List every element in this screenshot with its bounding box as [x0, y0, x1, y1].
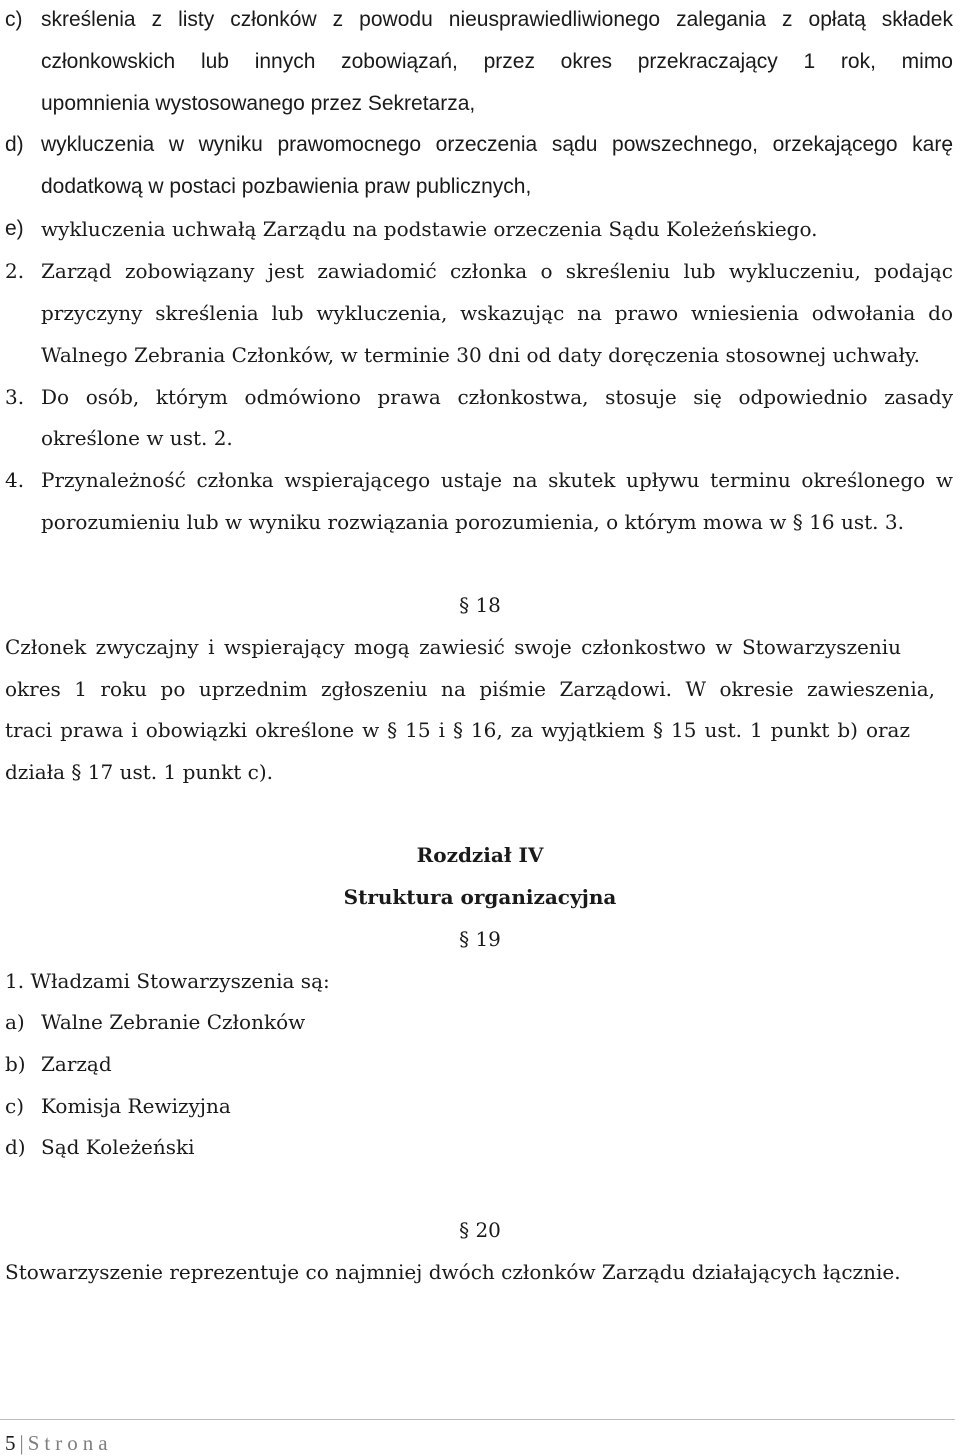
- page-number: 5: [5, 1431, 16, 1455]
- page-footer: [5, 1430, 113, 1456]
- point-marker-3: 3.: [5, 385, 25, 409]
- chapter-title: Rozdział IV: [416, 843, 544, 867]
- chapter-subtitle: Struktura organizacyjna: [343, 885, 617, 909]
- point-2-line-1: Zarząd zobowiązany jest zawiadomić członka o skreśleniu lub wykluczeniu, podając: [41, 259, 953, 283]
- list-item-d-line-2: dodatkową w postaci pozbawienia praw publicznych,: [41, 175, 532, 198]
- list-item-c-line-1: skreślenia z listy członków z powodu nieusprawiedliwionego zalegania z opłatą składek: [41, 8, 953, 31]
- footer-divider: [0, 1419, 955, 1420]
- point-2-line-3: Walnego Zebrania Członków, w terminie 30 dni od daty doręczenia stosownej uchwały.: [41, 343, 921, 367]
- authority-item-d: Sąd Koleżeński: [41, 1135, 195, 1159]
- list-marker-c: c): [5, 8, 23, 31]
- point-4-line-1: Przynależność członka wspierającego ustaje na skutek upływu terminu określonego w: [41, 468, 953, 492]
- list-item-c-line-2: członkowskich lub innych zobowiązań, przez okres przekraczający 1 rok, mimo: [41, 50, 953, 73]
- point-3-line-2: określone w ust. 2.: [41, 426, 233, 450]
- point-marker-2: 2.: [5, 259, 25, 283]
- authority-item-b: Zarząd: [41, 1052, 112, 1076]
- authority-item-c: Komisja Rewizyjna: [41, 1094, 231, 1118]
- section-18-heading: § 18: [459, 593, 501, 617]
- list-item-d-line-1: wykluczenia w wyniku prawomocnego orzeczenia sądu powszechnego, orzekającego karę: [41, 133, 953, 156]
- authority-marker-b: b): [5, 1052, 26, 1076]
- point-4-line-2: porozumieniu lub w wyniku rozwiązania porozumienia, o którym mowa w § 16 ust. 3.: [41, 510, 904, 534]
- section-18-line-1: Członek zwyczajny i wspierający mogą zawiesić swoje członkostwo w Stowarzyszeniu: [5, 635, 901, 659]
- section-18-line-3: traci prawa i obowiązki określone w § 15 i § 16, za wyjątkiem § 15 ust. 1 punkt b) oraz: [5, 718, 910, 742]
- section-19-intro: 1. Władzami Stowarzyszenia są:: [5, 969, 330, 993]
- list-marker-e: e): [5, 217, 24, 240]
- page-label: Strona: [27, 1431, 113, 1455]
- section-18-line-2: okres 1 roku po uprzednim zgłoszeniu na piśmie Zarządowi. W okresie zawieszenia,: [5, 677, 935, 701]
- point-3-line-1: Do osób, którym odmówiono prawa członkostwa, stosuje się odpowiednio zasady: [41, 385, 953, 409]
- list-item-e-line-1: wykluczenia uchwałą Zarządu na podstawie orzeczenia Sądu Koleżeńskiego.: [41, 217, 818, 241]
- section-20-text: Stowarzyszenie reprezentuje co najmniej dwóch członków Zarządu działających łącznie.: [5, 1260, 901, 1284]
- list-marker-d: d): [5, 133, 24, 156]
- section-19-heading: § 19: [459, 927, 501, 951]
- authority-item-a: Walne Zebranie Członków: [41, 1010, 306, 1034]
- authority-marker-a: a): [5, 1010, 25, 1034]
- list-item-c-line-3: upomnienia wystosowanego przez Sekretarza,: [41, 92, 476, 115]
- section-20-heading: § 20: [459, 1218, 501, 1242]
- authority-marker-d: d): [5, 1135, 26, 1159]
- section-18-line-4: działa § 17 ust. 1 punkt c).: [5, 760, 274, 784]
- point-2-line-2: przyczyny skreślenia lub wykluczenia, wskazując na prawo wniesienia odwołania do: [41, 301, 953, 325]
- footer-separator: |: [19, 1431, 24, 1455]
- authority-marker-c: c): [5, 1094, 25, 1118]
- point-marker-4: 4.: [5, 468, 25, 492]
